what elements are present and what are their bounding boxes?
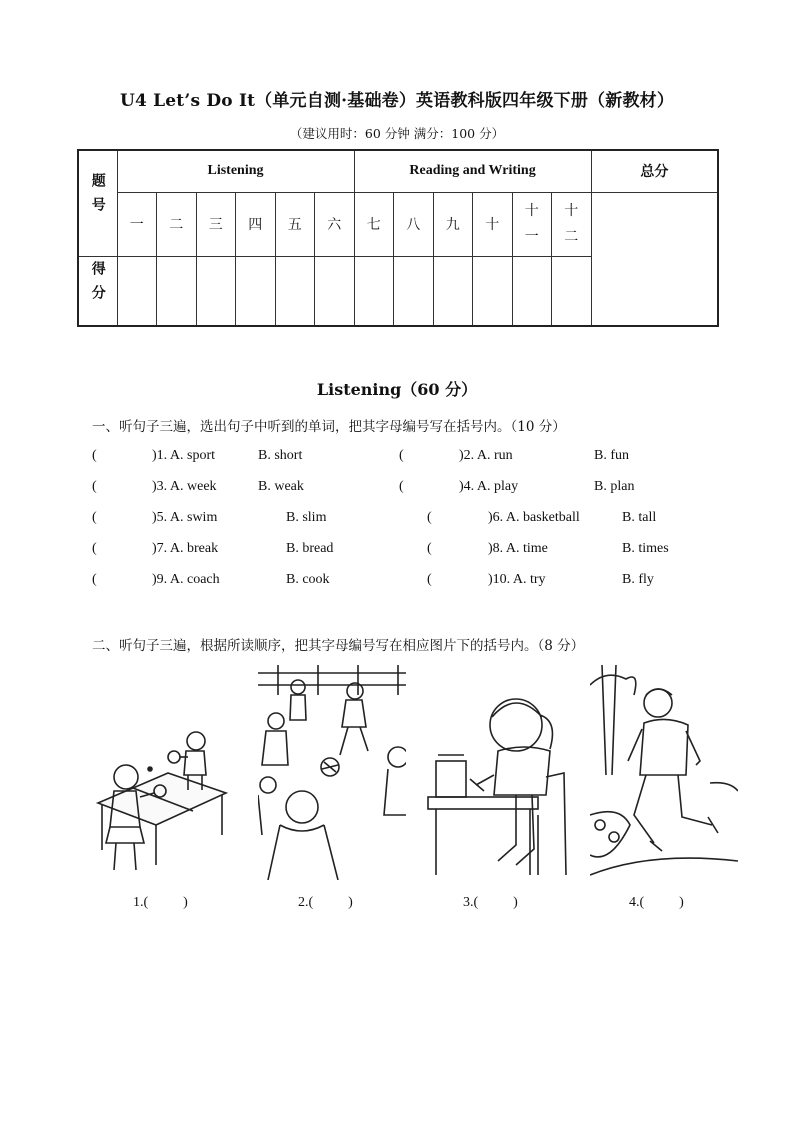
exam-title: U4 Let’s Do It（单元自测·基础卷）英语教科版四年级下册（新教材） — [119, 91, 675, 111]
score-cell[interactable] — [315, 256, 355, 326]
score-cell[interactable] — [552, 256, 592, 326]
answer-paren[interactable]: ( — [92, 479, 97, 494]
listening-section-title: Listening（60 分） — [316, 380, 478, 399]
answer-paren[interactable]: ( — [92, 541, 97, 556]
question-number-text: 十二 — [564, 203, 579, 245]
q1-item-a: )9. A. coach — [152, 572, 220, 587]
question-number: 十 — [473, 192, 513, 256]
q1-item-b: B. cook — [286, 572, 330, 587]
picture-4-answer[interactable]: 4.( ) — [629, 895, 684, 910]
q1-item-a: )1. A. sport — [152, 448, 215, 463]
q1-item-b: B. bread — [286, 541, 334, 556]
running-picture — [590, 665, 738, 880]
question-number: 三 — [196, 192, 236, 256]
exam-subtitle: （建议用时：60 分钟 满分：100 分） — [289, 126, 505, 141]
q1-item-a: )3. A. week — [152, 479, 217, 494]
answer-paren[interactable]: ( — [427, 541, 432, 556]
question-number — [552, 192, 592, 256]
question-number — [512, 192, 552, 256]
q1-item-b: B. slim — [286, 510, 327, 525]
q1-item-a: )5. A. swim — [152, 510, 218, 525]
answer-paren[interactable]: ( — [92, 510, 97, 525]
score-label — [78, 256, 117, 326]
question-number: 八 — [394, 192, 434, 256]
score-cell[interactable] — [512, 256, 552, 326]
question-number-text: 十一 — [524, 203, 539, 245]
question-number: 七 — [354, 192, 394, 256]
question-number: 六 — [315, 192, 355, 256]
answer-paren[interactable]: ( — [427, 572, 432, 587]
q1-item-b: B. weak — [258, 479, 304, 494]
football-picture — [258, 665, 406, 880]
q1-item-b: B. plan — [594, 479, 635, 494]
q1-item-b: B. times — [622, 541, 669, 556]
score-cell[interactable] — [275, 256, 315, 326]
total-score-cell[interactable] — [591, 192, 718, 326]
question-number: 一 — [117, 192, 157, 256]
answer-paren[interactable]: ( — [427, 510, 432, 525]
score-cell[interactable] — [236, 256, 276, 326]
q2-instruction: 二、听句子三遍，根据所读顺序，把其字母编号写在相应图片下的括号内。（8 分） — [92, 638, 585, 654]
picture-1-answer[interactable]: 1.( ) — [133, 895, 188, 910]
score-label-text: 得分 — [89, 260, 106, 309]
score-cell[interactable] — [196, 256, 236, 326]
answer-paren[interactable]: ( — [92, 572, 97, 587]
question-number-label — [78, 150, 117, 256]
question-number: 五 — [275, 192, 315, 256]
q1-item-a: )10. A. try — [488, 572, 546, 587]
answer-paren[interactable]: ( — [399, 479, 404, 494]
score-table — [77, 149, 719, 327]
question-number: 二 — [157, 192, 197, 256]
answer-paren[interactable]: ( — [399, 448, 404, 463]
score-cell[interactable] — [354, 256, 394, 326]
score-cell[interactable] — [157, 256, 197, 326]
q1-item-b: B. fly — [622, 572, 654, 587]
picture-3-answer[interactable]: 3.( ) — [463, 895, 518, 910]
q1-item-b: B. fun — [594, 448, 629, 463]
q1-item-a: )7. A. break — [152, 541, 219, 556]
q1-item-a: )6. A. basketball — [488, 510, 580, 525]
q1-item-a: )4. A. play — [459, 479, 519, 494]
q1-item-a: )2. A. run — [459, 448, 513, 463]
question-number-label-text: 题号 — [89, 173, 106, 222]
table-tennis-picture — [88, 665, 236, 880]
score-cell[interactable] — [117, 256, 157, 326]
picture-2-answer[interactable]: 2.( ) — [298, 895, 353, 910]
question-number: 九 — [433, 192, 473, 256]
q1-item-b: B. short — [258, 448, 303, 463]
score-cell[interactable] — [433, 256, 473, 326]
q1-instruction: 一、听句子三遍，选出句子中听到的单词，把其字母编号写在括号内。（10 分） — [92, 419, 566, 435]
q1-item-a: )8. A. time — [488, 541, 548, 556]
q1-item-b: B. tall — [622, 510, 657, 525]
score-cell[interactable] — [473, 256, 513, 326]
score-cell[interactable] — [394, 256, 434, 326]
question-number: 四 — [236, 192, 276, 256]
reading-writing-header: Reading and Writing — [354, 150, 591, 192]
writing-picture — [426, 665, 574, 880]
answer-paren[interactable]: ( — [92, 448, 97, 463]
listening-header: Listening — [117, 150, 354, 192]
total-header: 总分 — [591, 150, 718, 192]
